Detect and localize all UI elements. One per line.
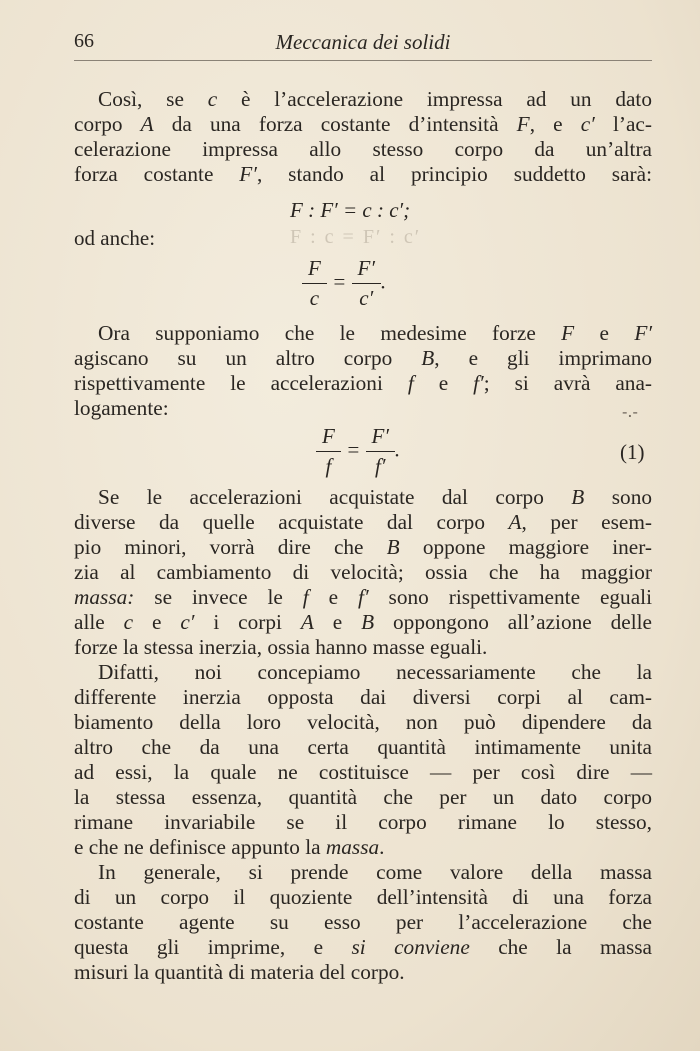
- text-line: biamento della loro velocità, non può dipendere da: [74, 710, 652, 734]
- text-line: rimane invariabile se il corpo rimane lo stesso,: [74, 810, 652, 834]
- paragraph-1: [74, 87, 652, 187]
- text-line: e che ne definisce appunto la massa.: [74, 835, 385, 859]
- equals-sign: =: [346, 437, 361, 462]
- text-line: celerazione impressa allo stesso corpo da un’altra: [74, 137, 652, 161]
- text-line: Ora supponiamo che le medesime forze F e F′: [98, 321, 652, 345]
- text-line: ad essi, la quale ne costituisce — per così dire —: [74, 760, 652, 784]
- text-line: logamente:: [74, 396, 169, 420]
- fraction-right: $\frac{F'}{f'}$: [366, 424, 395, 479]
- text-line: massa: se invece le f e f′ sono rispettivamente eguali: [74, 585, 652, 609]
- text-line: diverse da quelle acquistate dal corpo A, per esem-: [74, 510, 652, 534]
- text-line: Così, se c è l’accelerazione impressa ad un dato: [98, 87, 652, 111]
- equals-sign: =: [332, 269, 347, 294]
- text-line: la stessa essenza, quantità che per un dato corpo: [74, 785, 652, 809]
- text-line: differente inerzia opposta dai diversi corpi al cam-: [74, 685, 652, 709]
- paragraph-2: [74, 321, 652, 421]
- text-line: In generale, si prende come valore della massa: [98, 860, 652, 884]
- formula-ratio-f: $\frac{F}{f}$ = $\frac{F'}{f'}$ .: [316, 424, 400, 479]
- formula-proportion: F : F′ = c : c′;: [290, 198, 411, 222]
- fraction-left: $\frac{F}{f}$: [316, 424, 341, 479]
- text-line: altro che da una certa quantità intimamente unita: [74, 735, 652, 759]
- od-anche-label: od anche:: [74, 226, 156, 250]
- text-line: di un corpo il quoziente dell’intensità di una forza: [74, 885, 652, 909]
- text-line: questa gli imprime, e si conviene che la massa: [74, 935, 652, 959]
- page-header: [74, 30, 652, 61]
- text-line: forze la stessa inerzia, ossia hanno masse eguali.: [74, 635, 488, 659]
- text-line: rispettivamente le accelerazioni f e f′; si avrà ana-: [74, 371, 653, 395]
- pencil-mark: -.-: [622, 402, 638, 421]
- text-line: Se le accelerazioni acquistate dal corpo B sono: [98, 485, 652, 509]
- text-line: alle c e c′ i corpi A e B oppongono all’azione delle: [74, 610, 652, 634]
- fraction-right: $\frac{F'}{c'}$: [352, 256, 381, 311]
- text-line: costante agente su esso per l’accelerazione che: [74, 910, 652, 934]
- text-line: corpo A da una forza costante d’intensità F, e c′ l’ac-: [74, 112, 652, 136]
- text-line: pio minori, vorrà dire che B oppone maggiore iner-: [74, 535, 653, 559]
- paragraph-3: [74, 485, 652, 660]
- paragraph-4: [74, 660, 652, 860]
- page-number: 66: [74, 30, 94, 52]
- text-line: zia al cambiamento di velocità; ossia che ha maggior: [74, 560, 652, 584]
- equation-number: (1): [620, 440, 645, 464]
- text-line: Difatti, noi concepiamo necessariamente che la: [98, 660, 652, 684]
- text-line: agiscano su un altro corpo B, e gli imprimano: [74, 346, 652, 370]
- running-title: Meccanica dei solidi: [275, 30, 451, 54]
- text-line: forza costante F′, stando al principio suddetto sarà:: [74, 162, 652, 186]
- show-through-text: F : c = F′ : c′: [290, 226, 422, 248]
- paragraph-5: [74, 860, 652, 985]
- fraction-left: $\frac{F}{c}$: [302, 256, 327, 311]
- text-line: misuri la quantità di materia del corpo.: [74, 960, 405, 984]
- formula-ratio-c: $\frac{F}{c}$ = $\frac{F'}{c'}$ .: [302, 256, 386, 311]
